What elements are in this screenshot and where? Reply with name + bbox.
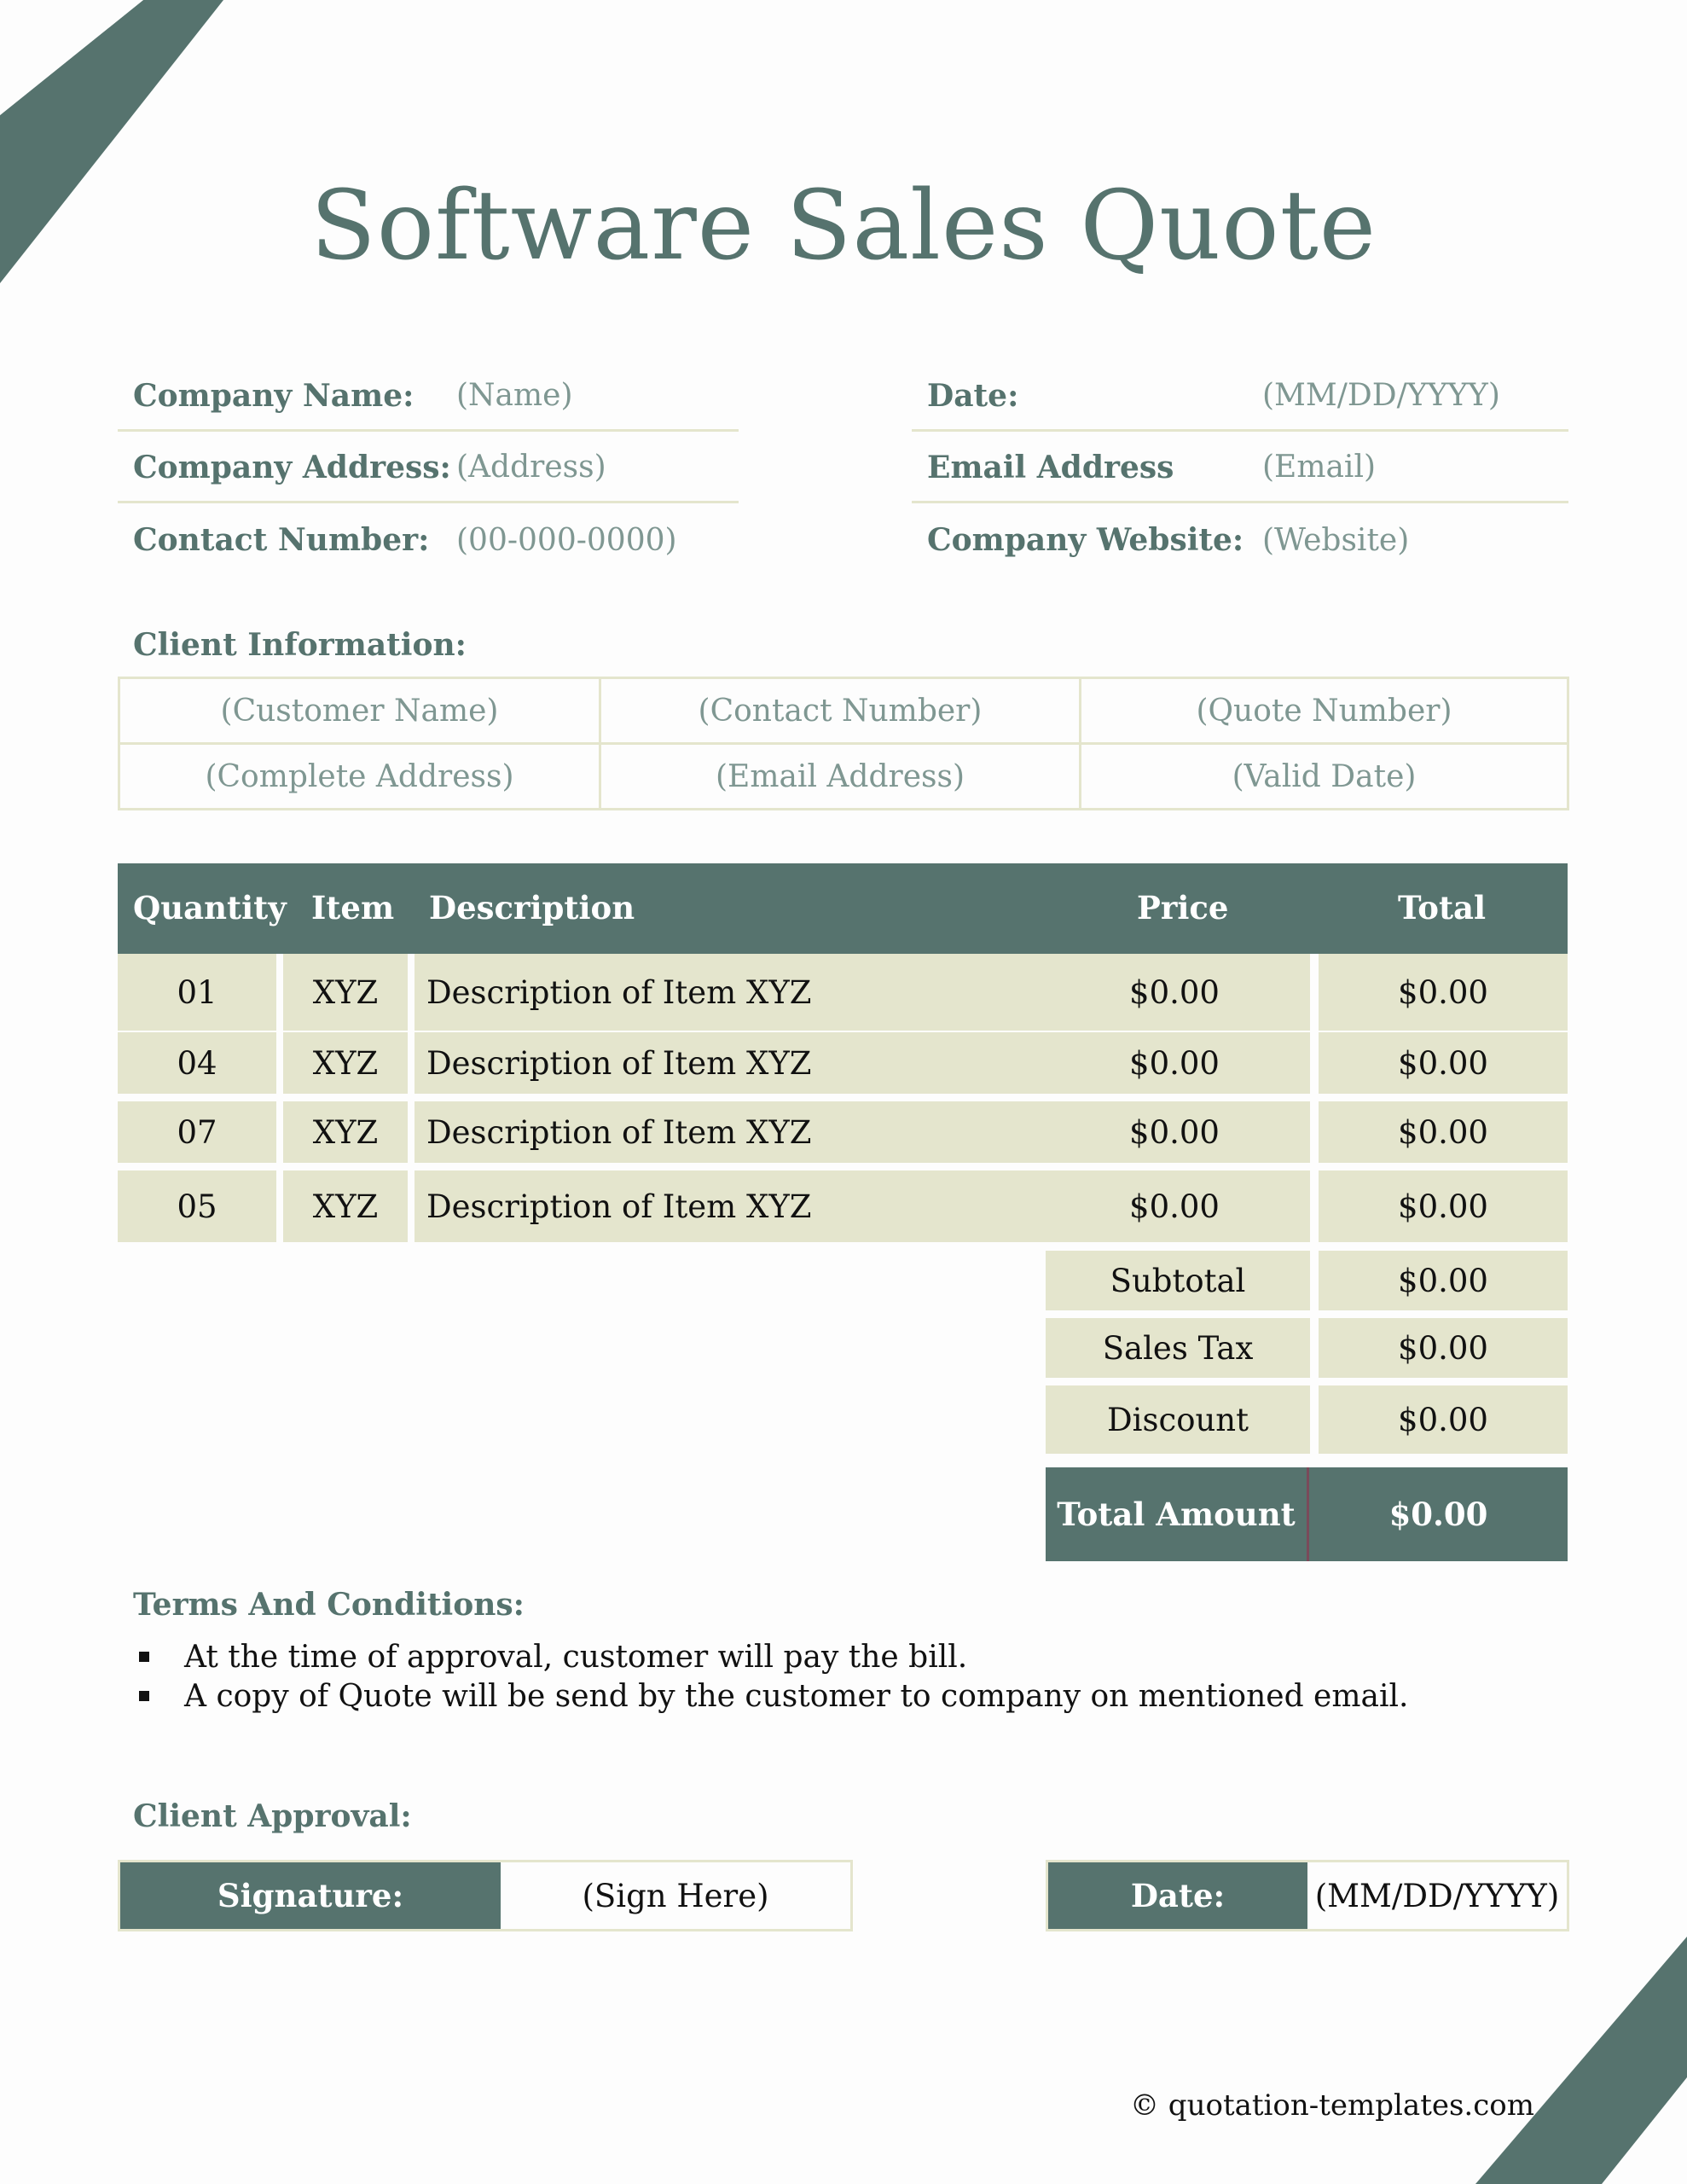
header-price: Price — [1137, 889, 1229, 926]
row4-item: XYZ — [283, 1170, 408, 1242]
subtotal-label: Subtotal — [1046, 1251, 1310, 1310]
row1-gap — [1312, 954, 1319, 1031]
info-row-date — [912, 362, 1568, 432]
info-row-contact-number — [118, 505, 739, 575]
signature-box — [118, 1860, 853, 1931]
company-name-label: Company Name: — [133, 377, 415, 414]
client-contact-number-cell[interactable]: (Contact Number) — [600, 678, 1081, 744]
footer-copyright: © quotation-templates.com — [1130, 2088, 1534, 2123]
row2-total: $0.00 — [1319, 1032, 1568, 1094]
row2-price: $0.00 — [1129, 1044, 1220, 1082]
header-description: Description — [429, 889, 635, 926]
row4-quantity: 05 — [118, 1170, 276, 1242]
page-title: Software Sales Quote — [310, 171, 1377, 282]
company-address-label: Company Address: — [133, 449, 451, 485]
terms-list — [184, 1640, 1408, 1718]
total-amount-value: $0.00 — [1309, 1467, 1568, 1561]
term-text: A copy of Quote will be send by the customer to company on mentioned email. — [184, 1679, 1409, 1714]
info-row-company-address — [118, 433, 739, 503]
quote-number-cell[interactable]: (Quote Number) — [1081, 678, 1568, 744]
row3-price: $0.00 — [1129, 1113, 1220, 1151]
client-approval-heading: Client Approval: — [133, 1798, 412, 1834]
company-address-value[interactable]: (Address) — [456, 450, 606, 485]
discount-value: $0.00 — [1319, 1385, 1568, 1454]
list-item — [184, 1679, 1408, 1718]
header-item: Item — [311, 889, 395, 926]
info-row-website — [912, 505, 1568, 575]
row2-item: XYZ — [283, 1032, 408, 1094]
row4-description: Description of Item XYZ — [415, 1170, 1310, 1242]
row3-quantity: 07 — [118, 1101, 276, 1163]
info-row-email — [912, 433, 1568, 503]
email-value[interactable]: (Email) — [1262, 450, 1376, 485]
signature-label: Signature: — [120, 1862, 501, 1929]
contact-number-value[interactable]: (00-000-0000) — [456, 522, 677, 558]
customer-name-cell[interactable]: (Customer Name) — [119, 678, 600, 744]
row1-description: Description of Item XYZ — [415, 954, 1310, 1031]
email-label: Email Address — [927, 449, 1174, 485]
total-amount-label: Total Amount — [1046, 1467, 1307, 1561]
sales-tax-value: $0.00 — [1319, 1318, 1568, 1378]
terms-heading: Terms And Conditions: — [133, 1587, 525, 1623]
header-total: Total — [1398, 889, 1487, 926]
approval-date-label: Date: — [1048, 1862, 1307, 1929]
company-name-value[interactable]: (Name) — [456, 378, 573, 413]
row4-price: $0.00 — [1129, 1188, 1220, 1225]
row1-item: XYZ — [283, 954, 408, 1031]
date-value[interactable]: (MM/DD/YYYY) — [1262, 378, 1500, 413]
signature-field[interactable]: (Sign Here) — [582, 1877, 769, 1914]
sales-tax-label: Sales Tax — [1046, 1318, 1310, 1378]
subtotal-value: $0.00 — [1319, 1251, 1568, 1310]
date-label: Date: — [927, 377, 1019, 414]
valid-date-cell[interactable]: (Valid Date) — [1081, 744, 1568, 810]
approval-date-box — [1046, 1860, 1569, 1931]
website-label: Company Website: — [927, 522, 1244, 558]
website-value[interactable]: (Website) — [1262, 522, 1410, 558]
info-row-company-name — [118, 362, 739, 432]
header-quantity: Quantity — [133, 889, 287, 926]
client-email-cell[interactable]: (Email Address) — [600, 744, 1081, 810]
items-table-header — [118, 863, 1568, 954]
row1-price: $0.00 — [1129, 973, 1220, 1011]
complete-address-cell[interactable]: (Complete Address) — [119, 744, 600, 810]
row1-total: $0.00 — [1319, 954, 1568, 1031]
client-info-heading: Client Information: — [133, 627, 467, 663]
row1-quantity: 01 — [118, 954, 276, 1031]
approval-date-field[interactable]: (MM/DD/YYYY) — [1314, 1877, 1560, 1914]
bullet-icon — [139, 1691, 149, 1701]
corner-decoration-bottom-right — [1467, 1928, 1687, 2184]
row4-total: $0.00 — [1319, 1170, 1568, 1242]
row3-description: Description of Item XYZ — [415, 1101, 1310, 1163]
client-info-table — [118, 677, 1569, 810]
term-text: At the time of approval, customer will pay the bill. — [184, 1640, 968, 1675]
row2-description: Description of Item XYZ — [415, 1032, 1310, 1094]
row3-item: XYZ — [283, 1101, 408, 1163]
list-item — [184, 1640, 1408, 1679]
row2-quantity: 04 — [118, 1032, 276, 1094]
discount-label: Discount — [1046, 1385, 1310, 1454]
bullet-icon — [139, 1652, 149, 1662]
contact-number-label: Contact Number: — [133, 522, 430, 558]
row3-total: $0.00 — [1319, 1101, 1568, 1163]
